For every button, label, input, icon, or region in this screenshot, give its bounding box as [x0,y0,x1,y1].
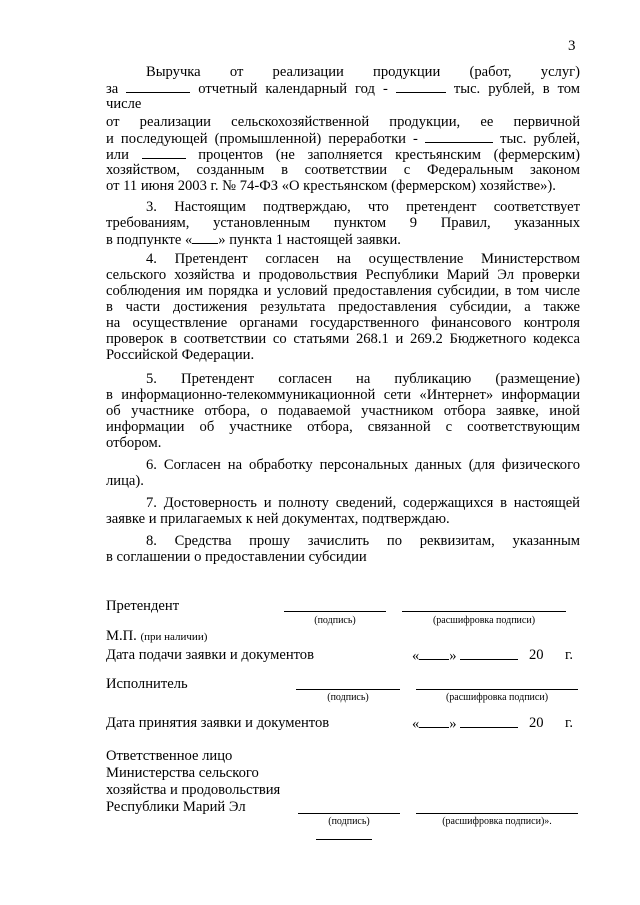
item-4-line-6: проверок в соответствии со статьями 268.1 и 269.2 Бюджетного кодекса [106,331,580,347]
page-number: 3 [568,38,576,54]
decryption-caption-final: (расшифровка подписи)». [442,816,552,827]
revenue-line-5: и последующей (промышленной) переработки - тыс. рублей, [106,131,581,147]
item-6-line-2: лица). [106,473,144,489]
applicant-decryption-line [402,610,566,612]
item-4-line-4: в части достижения результата предоставления субсидии, а также [106,299,580,315]
item-3-line-2: требованиям, установленным пунктом 9 Правил, указанных [106,215,580,231]
item-5-line-2: в информационно-телекоммуникационной сети «Интернет» информации [106,387,580,403]
stamp-line [106,628,207,645]
accept-year: 20 [529,715,544,731]
item-4-line-3: соблюдения им порядка и условий предоставления субсидии, в том числе [106,283,580,299]
signature-caption: (подпись) [314,615,356,626]
revenue-line-7: хозяйством, созданным в соответствии с Федеральным законом [106,162,580,178]
submit-date-field: « » [412,647,518,664]
item-4-line-5: на осуществление органами государственного финансового контроля [106,315,580,331]
submit-year: 20 [529,647,544,663]
accept-year-suffix: г. [565,715,573,731]
blank-field [460,715,518,728]
item-4-line-7: Российской Федерации. [106,347,255,363]
item-4-line-2: сельского хозяйства и продовольствия Республики Марий Эл проверки [106,267,580,283]
accept-date-label: Дата принятия заявки и документов [106,715,330,731]
revenue-line-6: или процентов (не заполняется крестьянским (фермерским) [106,147,580,163]
item-5-line-1: 5. Претендент согласен на публикацию (размещение) [146,371,580,387]
accept-date-field: « » [412,715,518,732]
revenue-line-8: от 11 июня 2003 г. № 74-ФЗ «О крестьянском (фермерском) хозяйстве»). [106,178,556,194]
executor-decryption-line [416,688,578,690]
responsible-line-3: хозяйства и продовольствия [106,782,281,798]
blank-field [425,130,493,143]
item-5-line-5: отбором. [106,435,162,451]
blank-field [192,231,218,244]
executor-label: Исполнитель [106,676,188,692]
item-6-line-1: 6. Согласен на обработку персональных данных (для физического [146,457,580,473]
revenue-line-1: Выручка от реализации продукции (работ, услуг) [146,64,580,80]
item-8-line-2: в соглашении о предоставлении субсидии [106,549,367,565]
closing-separator [316,838,372,840]
blank-field [396,80,446,93]
responsible-decryption-line [416,812,578,814]
responsible-line-2: Министерства сельского [106,765,259,781]
item-3-line-3: в подпункте « » пункта 1 настоящей заявки. [106,232,401,248]
blank-field [419,647,449,660]
executor-signature-line [296,688,400,690]
item-8-line-1: 8. Средства прошу зачислить по реквизитам, указанным [146,533,580,549]
stamp-label: М.П. [106,628,137,644]
signature-caption: (подпись) [328,816,370,827]
item-7-line-1: 7. Достоверность и полноту сведений, содержащихся в настоящей [146,495,580,511]
applicant-label: Претендент [106,598,180,614]
blank-field [142,146,186,159]
decryption-caption: (расшифровка подписи) [445,692,549,703]
submit-date-label: Дата подачи заявки и документов [106,647,314,663]
item-3-line-1: 3. Настоящим подтверждаю, что претендент соответствует [146,199,580,215]
stamp-note: (при наличии) [140,631,208,643]
item-4-line-1: 4. Претендент согласен на осуществление Министерством [146,251,580,267]
blank-field [460,647,518,660]
revenue-line-4: от реализации сельскохозяйственной продукции, ее первичной [106,114,580,130]
decryption-caption: (расшифровка подписи) [432,615,536,626]
submit-year-suffix: г. [565,647,573,663]
revenue-line-2: за отчетный календарный год - тыс. рублей, в том [106,81,581,97]
revenue-line-3: числе [106,96,142,112]
signature-caption: (подпись) [327,692,369,703]
responsible-line-4: Республики Марий Эл [106,799,246,815]
item-7-line-2: заявке и прилагаемых к ней документах, подтверждаю. [106,511,450,527]
blank-field [419,715,449,728]
blank-field [126,80,190,93]
applicant-signature-line [284,610,386,612]
item-5-line-3: об участнике отбора, о подаваемой участником отбора заявке, иной [106,403,580,419]
responsible-signature-line [298,812,400,814]
item-5-line-4: информации об участнике отбора, связанной с соответствующим [106,419,580,435]
responsible-line-1: Ответственное лицо [106,748,233,764]
